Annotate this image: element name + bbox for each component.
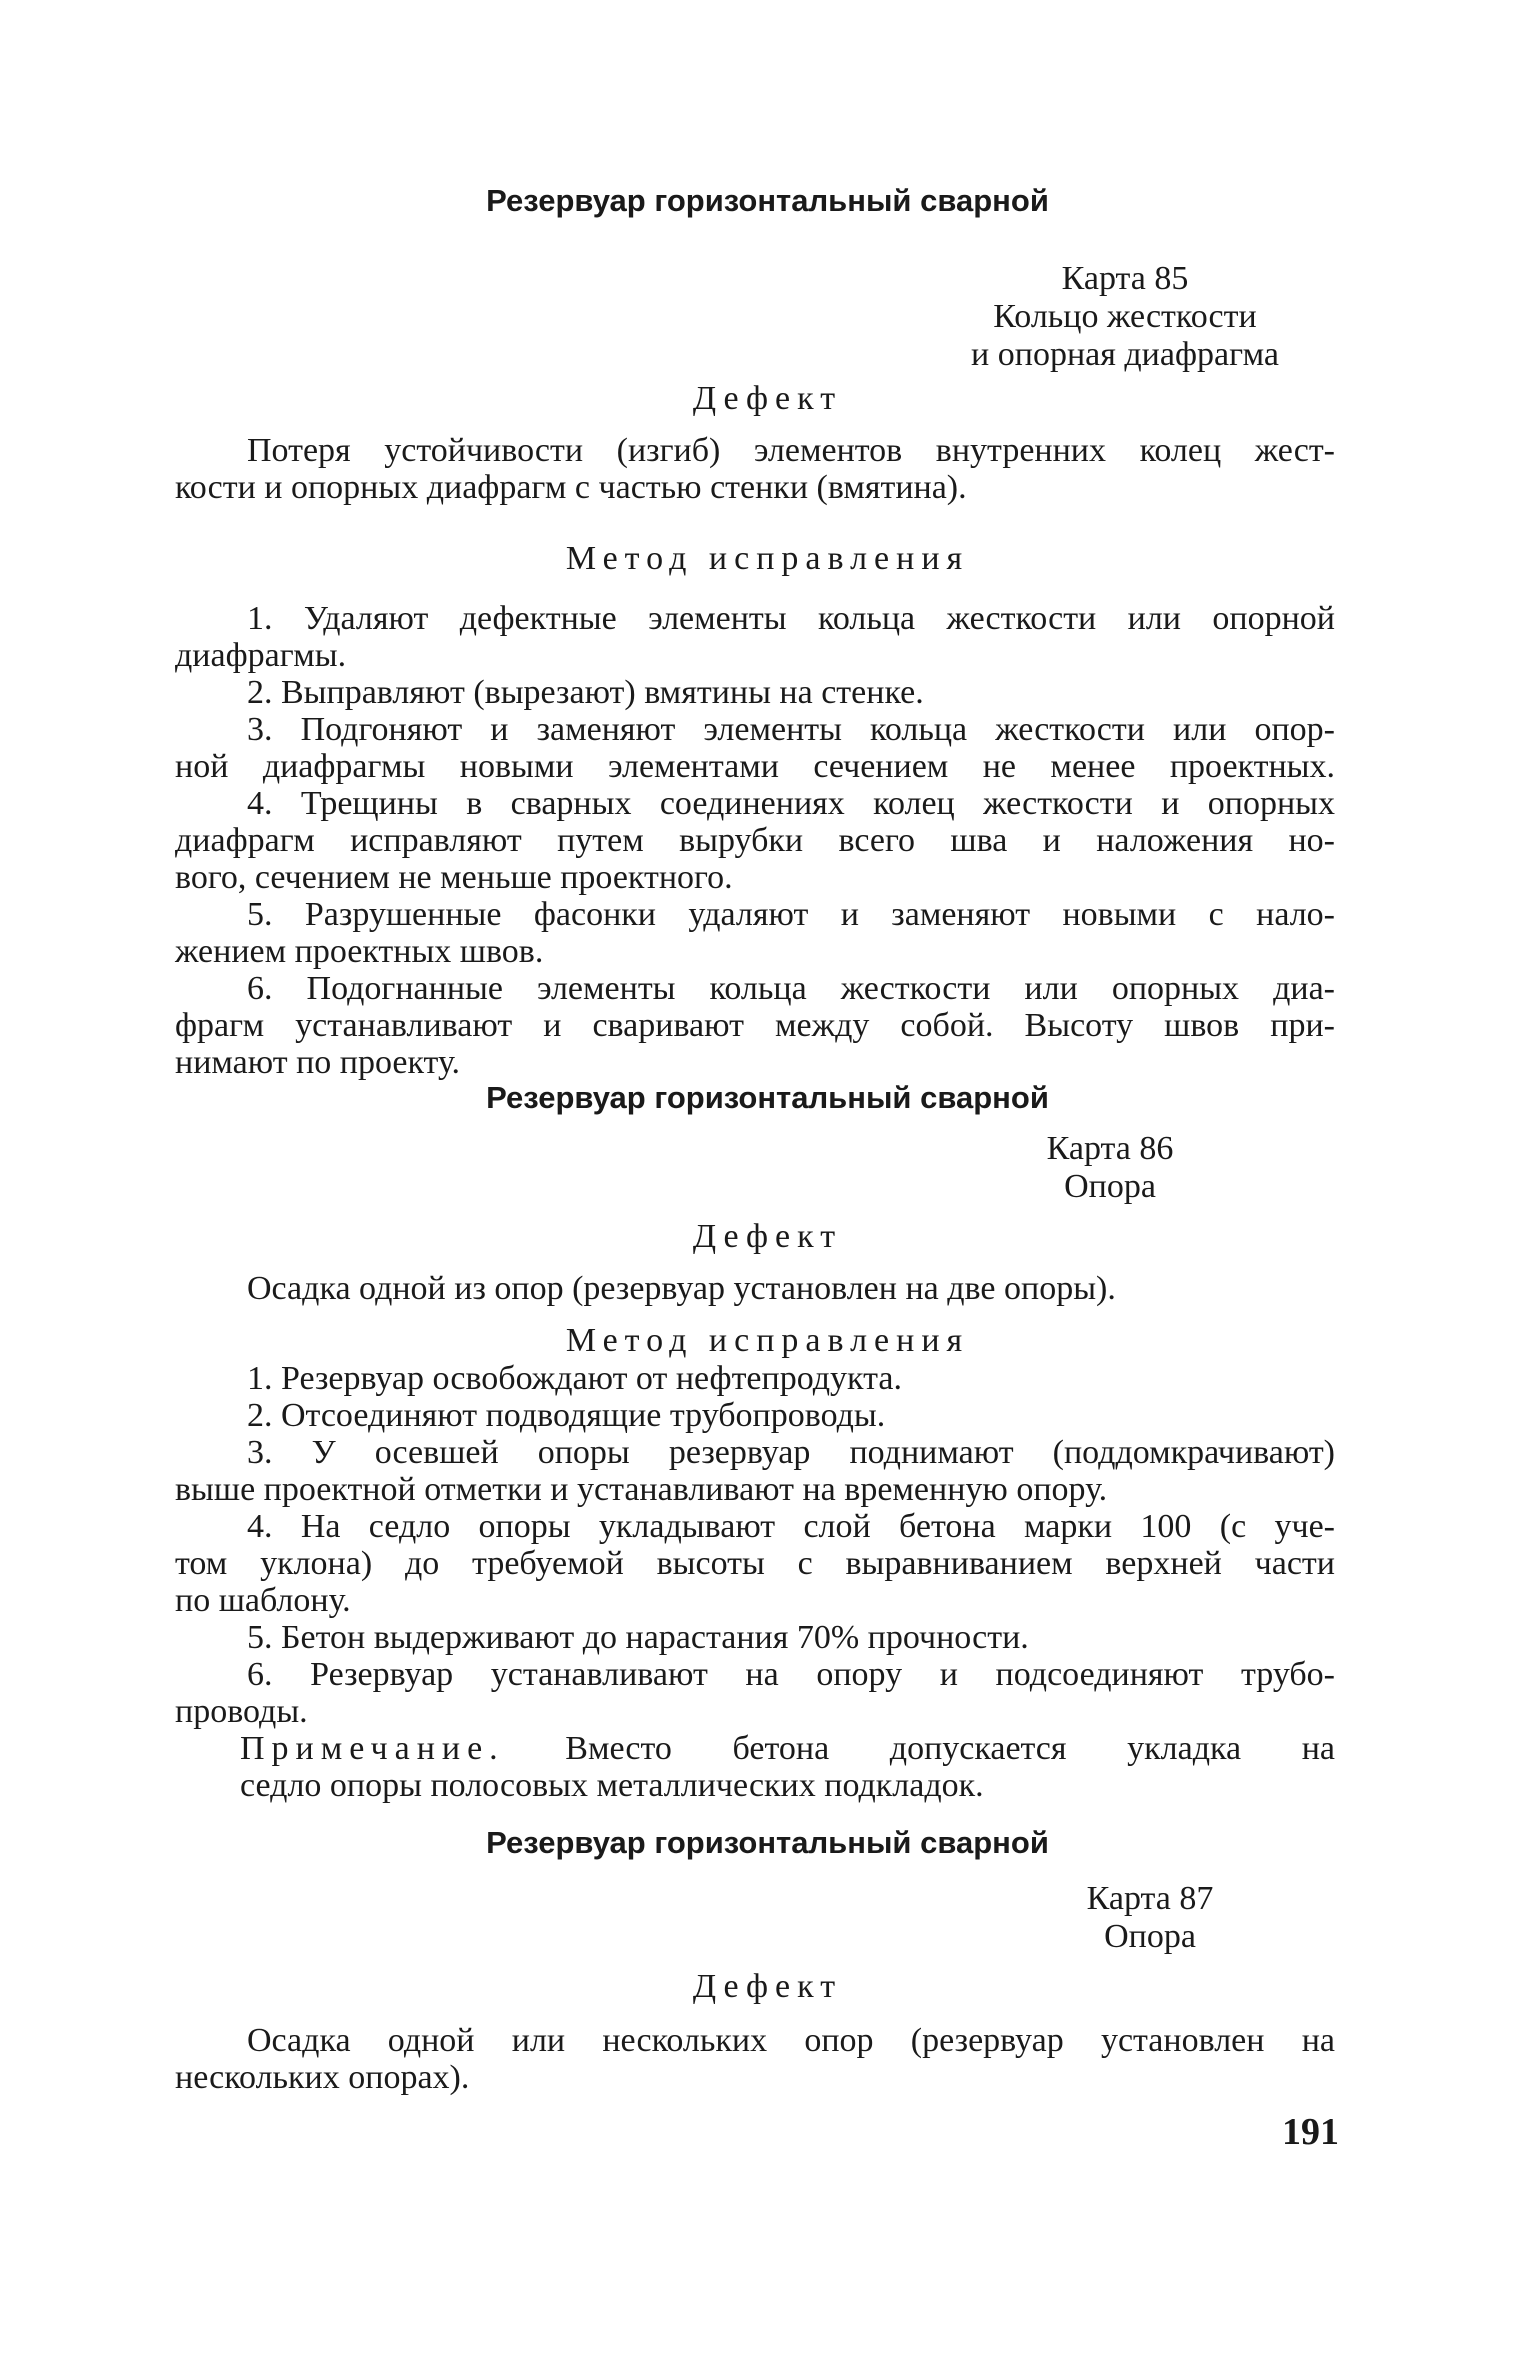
- list-item: выше проектной отметки и устанавливают на временную опору.: [175, 1471, 1108, 1508]
- section-heading: Резервуар горизонтальный сварной: [486, 1080, 1049, 1115]
- method-list: [175, 600, 1335, 1081]
- text-line: Потеря устойчивости (изгиб) элементов внутренних колец жест-: [247, 432, 1335, 469]
- list-item: диафрагмы.: [175, 637, 347, 674]
- list-item: 2. Отсоединяют подводящие трубопроводы.: [247, 1397, 886, 1434]
- note-line: седло опоры полосовых металлических подкладок.: [240, 1767, 984, 1804]
- defect-label: Дефект: [692, 1968, 843, 2005]
- list-item: 2. Выправляют (вырезают) вмятины на стенке.: [247, 674, 924, 711]
- list-item: 6. Резервуар устанавливают на опору и подсоединяют трубо-: [247, 1656, 1335, 1693]
- card-subject: Опора: [1064, 1168, 1156, 1205]
- list-item: фрагм устанавливают и сваривают между собой. Высоту швов при-: [175, 1007, 1335, 1044]
- defect-text: [175, 1270, 1335, 1307]
- text-line: кости и опорных диафрагм с частью стенки (вмятина).: [175, 469, 967, 506]
- method-list: [175, 1360, 1335, 1730]
- card-number: Карта 86: [1046, 1130, 1174, 1167]
- text-line: нескольких опорах).: [175, 2059, 470, 2096]
- list-item: вого, сечением не меньше проектного.: [175, 859, 733, 896]
- card-number: Карта 85: [1061, 260, 1189, 297]
- list-item: 6. Подогнанные элементы кольца жесткости или опорных диа-: [247, 970, 1335, 1007]
- list-item: по шаблону.: [175, 1582, 351, 1619]
- note-label: Примечание.: [240, 1730, 505, 1767]
- card-number: Карта 87: [1086, 1880, 1214, 1917]
- method-label: Метод исправления: [565, 1322, 970, 1359]
- list-item: проводы.: [175, 1693, 308, 1730]
- defect-text: [175, 2022, 1335, 2096]
- note: [240, 1730, 1335, 1804]
- defect-text: [175, 432, 1335, 506]
- list-item: 1. Удаляют дефектные элементы кольца жесткости или опорной: [247, 600, 1335, 637]
- card-reference: [1040, 1880, 1260, 1956]
- card-subject: Кольцо жесткости: [993, 298, 1257, 335]
- section-heading: Резервуар горизонтальный сварной: [486, 1825, 1049, 1860]
- card-reference: [930, 260, 1320, 374]
- list-item: жением проектных швов.: [175, 933, 544, 970]
- list-item: 3. У осевшей опоры резервуар поднимают (поддомкрачивают): [247, 1434, 1335, 1471]
- list-item: 3. Подгоняют и заменяют элементы кольца жесткости или опор-: [247, 711, 1335, 748]
- text-line: Осадка одной или нескольких опор (резервуар установлен на: [247, 2022, 1335, 2059]
- list-item: 5. Разрушенные фасонки удаляют и заменяют новыми с нало-: [247, 896, 1335, 933]
- defect-label: Дефект: [692, 380, 843, 417]
- method-label: Метод исправления: [565, 540, 970, 577]
- note-line: [240, 1730, 1335, 1767]
- list-item: диафрагм исправляют путем вырубки всего шва и наложения но-: [175, 822, 1335, 859]
- card-reference: [1000, 1130, 1220, 1206]
- section-heading: Резервуар горизонтальный сварной: [486, 183, 1049, 218]
- defect-label: Дефект: [692, 1218, 843, 1255]
- list-item: нимают по проекту.: [175, 1044, 461, 1081]
- card-subject: Опора: [1104, 1918, 1196, 1955]
- list-item: том уклона) до требуемой высоты с выравниванием верхней части: [175, 1545, 1335, 1582]
- page-number: 191: [1282, 2111, 1339, 2153]
- card-subject: и опорная диафрагма: [971, 336, 1279, 373]
- list-item: 4. Трещины в сварных соединениях колец жесткости и опорных: [247, 785, 1335, 822]
- list-item: 5. Бетон выдерживают до нарастания 70% прочности.: [247, 1619, 1029, 1656]
- list-item: ной диафрагмы новыми элементами сечением не менее проектных.: [175, 748, 1335, 785]
- list-item: 1. Резервуар освобождают от нефтепродукта.: [247, 1360, 902, 1397]
- text-line: Осадка одной из опор (резервуар установлен на две опоры).: [247, 1270, 1116, 1307]
- note-text: Вместо бетона допускается укладка на: [565, 1730, 1335, 1767]
- list-item: 4. На седло опоры укладывают слой бетона марки 100 (с уче-: [247, 1508, 1335, 1545]
